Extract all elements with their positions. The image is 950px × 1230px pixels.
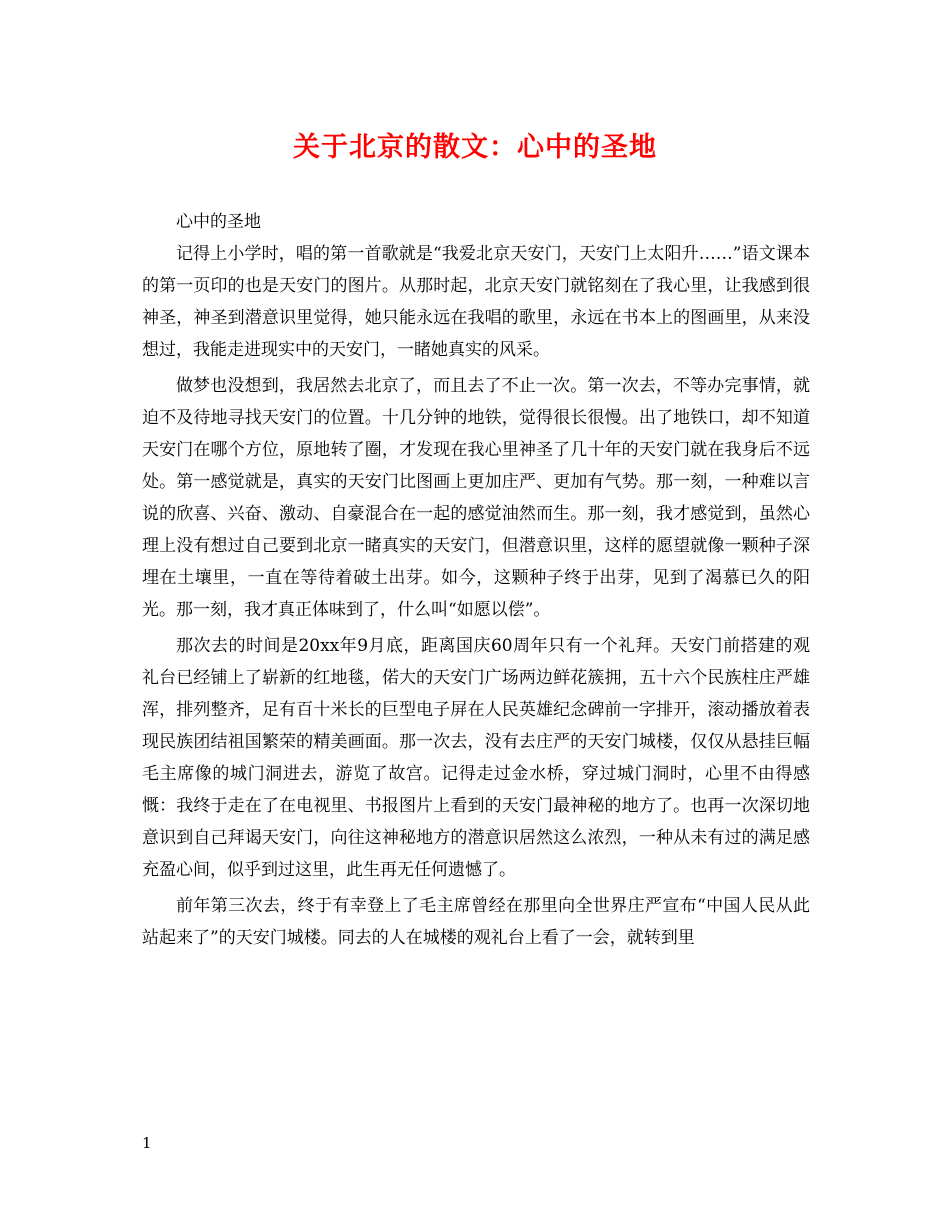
paragraph-2: 做梦也没想到，我居然去北京了，而且去了不止一次。第一次去，不等办完事情，就迫不及待地寻找天安门的位置。十几分钟的地铁，觉得很长很慢。出了地铁口，却不知道天安门在哪个方位，原地转了圈，才发现在我心里神圣了几十年的天安门就在我身后不远处。第一感觉就是，真实的天安门比图画上更加庄严、更加有气势。那一刻，一种难以言说的欣喜、兴奋、激动、自豪混合在一起的感觉油然而生。那一刻，我才感觉到，虽然心理上没有想过自己要到北京一睹真实的天安门，但潜意识里，这样的愿望就像一颗种子深埋在土壤里，一直在等待着破土出芽。如今，这颗种子终于出芽，见到了渴慕已久的阳光。那一刻，我才真正体味到了，什么叫“如愿以偿”。	[142, 376, 810, 620]
paragraph-4: 前年第三次去，终于有幸登上了毛主席曾经在那里向全世界庄严宣布“中国人民从此站起来了”的天安门城楼。同去的人在城楼的观礼台上看了一会，就转到里	[142, 896, 810, 948]
document-title: 关于北京的散文：心中的圣地	[293, 132, 657, 163]
document-body	[142, 206, 810, 958]
section-subheading: 心中的圣地	[176, 212, 261, 232]
paragraph-3: 那次去的时间是20xx年9月底，距离国庆60周年只有一个礼拜。天安门前搭建的观礼台已经铺上了崭新的红地毯，偌大的天安门广场两边鲜花簇拥，五十六个民族柱庄严雄浑，排列整齐，足有百十米长的巨型电子屏在人民英雄纪念碑前一字排开，滚动播放着表现民族团结祖国繁荣的精美画面。那一次去，没有去庄严的天安门城楼，仅仅从悬挂巨幅毛主席像的城门洞进去，游览了故宫。记得走过金水桥，穿过城门洞时，心里不由得感慨：我终于走在了在电视里、书报图片上看到的天安门最神秘的地方了。也再一次深切地意识到自己拜谒天安门，向往这神秘地方的潜意识居然这么浓烈，一种从未有过的满足感充盈心间，似乎到过这里，此生再无任何遗憾了。	[142, 636, 810, 880]
page-number: 1	[142, 1134, 152, 1152]
paragraph-1: 记得上小学时，唱的第一首歌就是“我爱北京天安门，天安门上太阳升……”语文课本的第一页印的也是天安门的图片。从那时起，北京天安门就铭刻在了我心里，让我感到很神圣，神圣到潜意识里觉得，她只能永远在我唱的歌里，永远在书本上的图画里，从来没想过，我能走进现实中的天安门，一睹她真实的风采。	[142, 244, 810, 360]
